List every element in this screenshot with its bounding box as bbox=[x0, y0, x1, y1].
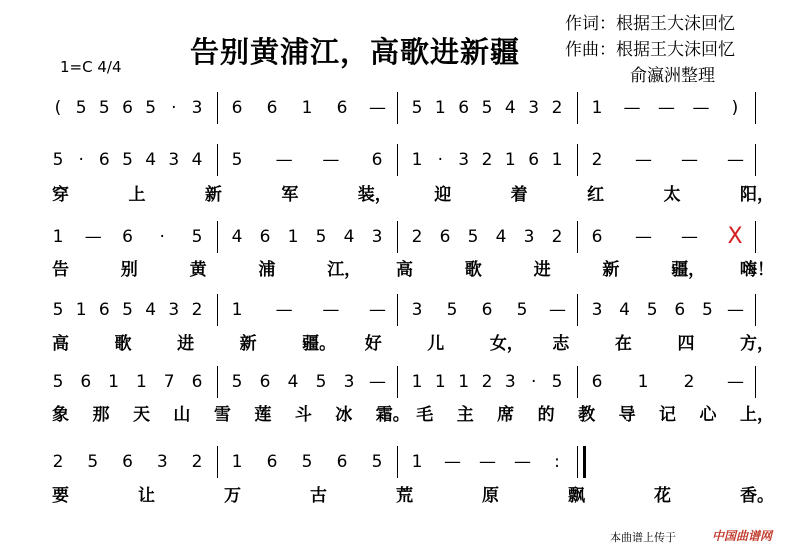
note: 1 bbox=[458, 372, 470, 392]
note: 3 bbox=[504, 372, 516, 392]
note: 1 bbox=[301, 98, 313, 118]
note: ) bbox=[731, 98, 739, 118]
note: 6 bbox=[80, 372, 92, 392]
song-title: 告别黄浦江，高歌进新疆 bbox=[190, 35, 521, 69]
note: 6 bbox=[259, 372, 271, 392]
note: 2 bbox=[191, 300, 203, 320]
lyric-char: 迎 bbox=[434, 185, 452, 205]
barline bbox=[577, 92, 578, 124]
lyric-char: 席 bbox=[497, 405, 515, 425]
note: 5 bbox=[122, 150, 133, 170]
lyric-char: 装， bbox=[357, 185, 392, 205]
lyric-char: 太 bbox=[663, 185, 681, 205]
note: 4 bbox=[287, 372, 299, 392]
note: 5 bbox=[446, 300, 458, 320]
barline bbox=[397, 92, 398, 124]
note: 5 bbox=[646, 300, 658, 320]
note: 4 bbox=[343, 227, 355, 247]
note: — bbox=[84, 227, 102, 247]
note: — bbox=[658, 98, 675, 118]
note: — bbox=[479, 452, 496, 472]
lyric-char: 山 bbox=[173, 405, 191, 425]
note: 5 bbox=[98, 98, 110, 118]
note: — bbox=[681, 227, 698, 247]
note: 6 bbox=[122, 452, 133, 472]
note: 5 bbox=[145, 98, 157, 118]
lyric-char: 红 bbox=[587, 185, 605, 205]
lyric-char: 黄 bbox=[189, 260, 207, 280]
note: 2 bbox=[52, 452, 64, 472]
note: 2 bbox=[591, 150, 603, 170]
lyric-char: 万 bbox=[224, 486, 241, 506]
note: 1 bbox=[411, 372, 423, 392]
lyric-char: 告 bbox=[52, 260, 69, 280]
note: 1 bbox=[551, 150, 563, 170]
barline bbox=[577, 294, 578, 326]
note: — bbox=[727, 372, 744, 392]
site-logo: 中国曲谱网 bbox=[712, 529, 773, 543]
note: 1 bbox=[135, 372, 147, 392]
note: 5 bbox=[231, 372, 243, 392]
note: 4 bbox=[619, 300, 630, 320]
lyric-char: 歌 bbox=[464, 260, 482, 280]
lyric-char: 阳， bbox=[740, 185, 774, 205]
note: 1 bbox=[434, 372, 446, 392]
note: 6 bbox=[481, 300, 493, 320]
note: — bbox=[623, 98, 641, 118]
lyric-char: 古 bbox=[310, 486, 327, 506]
barline bbox=[397, 221, 398, 253]
note: 5 bbox=[87, 452, 99, 472]
note: 1 bbox=[411, 452, 423, 472]
lyric-char: 新 bbox=[239, 334, 257, 354]
lyric-char: 斗 bbox=[294, 405, 312, 425]
note: — bbox=[444, 452, 461, 472]
note: 4 bbox=[191, 150, 203, 170]
barline bbox=[755, 366, 756, 398]
note: 6 bbox=[266, 98, 278, 118]
arranger-credit: 俞瀛洲整理 bbox=[630, 66, 715, 86]
note: 6 bbox=[98, 150, 110, 170]
lyric-char: 花 bbox=[654, 486, 671, 506]
barline bbox=[217, 446, 218, 478]
barline bbox=[755, 144, 756, 176]
lyric-char: 原 bbox=[482, 486, 499, 506]
lyric-char: 在 bbox=[614, 334, 632, 354]
note: · bbox=[171, 98, 177, 118]
lyric-char: 儿 bbox=[427, 334, 445, 354]
note: — bbox=[635, 150, 652, 170]
note: : bbox=[554, 452, 560, 472]
note: 3 bbox=[411, 300, 423, 320]
lyric-char: 教 bbox=[578, 405, 596, 425]
final-barline bbox=[583, 446, 586, 478]
note: 3 bbox=[168, 300, 180, 320]
barline bbox=[577, 366, 578, 398]
lyric-char: 记 bbox=[659, 405, 677, 425]
rest-cross: X bbox=[727, 224, 743, 249]
key-signature: 1=C 4/4 bbox=[60, 58, 122, 76]
note: 5 bbox=[371, 452, 383, 472]
note: 5 bbox=[411, 98, 423, 118]
lyric-char: 歌 bbox=[114, 334, 132, 354]
note: 4 bbox=[145, 150, 157, 170]
note: 5 bbox=[467, 227, 479, 247]
note: 5 bbox=[52, 372, 64, 392]
barline bbox=[577, 144, 578, 176]
note: 2 bbox=[411, 227, 423, 247]
lyric-char: 进 bbox=[533, 260, 551, 280]
lyric-char: 主 bbox=[456, 405, 474, 425]
note: 5 bbox=[301, 452, 313, 472]
note: 6 bbox=[591, 372, 603, 392]
barline bbox=[577, 446, 578, 478]
note: — bbox=[322, 300, 340, 320]
lyric-char: 导 bbox=[618, 405, 636, 425]
lyric-char: 方， bbox=[740, 334, 774, 354]
barline bbox=[217, 92, 218, 124]
lyric-char: 新 bbox=[602, 260, 620, 280]
note: · bbox=[437, 150, 444, 170]
barline bbox=[217, 144, 218, 176]
note: 5 bbox=[516, 300, 528, 320]
note: 1 bbox=[434, 98, 446, 118]
note: 3 bbox=[458, 150, 470, 170]
note: 1 bbox=[108, 372, 119, 392]
barline bbox=[755, 294, 756, 326]
lyric-char: 志 bbox=[552, 334, 570, 354]
note: 2 bbox=[481, 372, 493, 392]
lyric-char: 那 bbox=[92, 405, 110, 425]
note: 1 bbox=[52, 227, 64, 247]
note: 6 bbox=[98, 300, 110, 320]
lyric-char: 香。 bbox=[740, 486, 774, 506]
note: 6 bbox=[259, 227, 271, 247]
note: 3 bbox=[371, 227, 383, 247]
barline bbox=[397, 144, 398, 176]
lyric-char: 象 bbox=[52, 405, 69, 425]
upload-note: 本曲谱上传于 bbox=[610, 531, 676, 544]
barline bbox=[217, 221, 218, 253]
composer-credit: 作曲：根据王大沫回忆 bbox=[565, 40, 735, 60]
note: — bbox=[369, 300, 386, 320]
lyric-char: 让 bbox=[138, 486, 155, 506]
note: 5 bbox=[52, 300, 64, 320]
lyric-char: 雪 bbox=[213, 405, 231, 425]
lyric-char: 疆。 bbox=[302, 334, 337, 354]
lyricist-credit: 作词：根据王大沫回忆 bbox=[565, 14, 735, 34]
lyric-char: 军 bbox=[281, 185, 299, 205]
note: — bbox=[275, 300, 293, 320]
note: 6 bbox=[336, 98, 348, 118]
note: 2 bbox=[551, 98, 563, 118]
barline bbox=[397, 446, 398, 478]
note: 1 bbox=[504, 150, 516, 170]
note: 2 bbox=[481, 150, 493, 170]
lyric-char: 冰 bbox=[335, 405, 353, 425]
note: · bbox=[530, 372, 537, 392]
note: — bbox=[549, 300, 566, 320]
note: 5 bbox=[52, 150, 64, 170]
note: — bbox=[322, 150, 340, 170]
lyric-char: 女， bbox=[489, 334, 524, 354]
note: — bbox=[635, 227, 652, 247]
lyric-char: 毛 bbox=[416, 405, 434, 425]
note: 5 bbox=[701, 300, 713, 320]
note: 3 bbox=[343, 372, 355, 392]
note: ( bbox=[54, 98, 62, 118]
lyric-char: 天 bbox=[132, 405, 150, 425]
note: — bbox=[369, 98, 386, 118]
note: 2 bbox=[191, 452, 203, 472]
note: 4 bbox=[504, 98, 516, 118]
lyric-char: 荒 bbox=[396, 486, 413, 506]
note: 5 bbox=[191, 227, 203, 247]
note: 6 bbox=[231, 98, 243, 118]
lyric-char: 要 bbox=[52, 486, 69, 506]
note: 5 bbox=[481, 98, 493, 118]
lyric-char: 莲 bbox=[254, 405, 272, 425]
barline bbox=[397, 294, 398, 326]
note: 1 bbox=[231, 452, 243, 472]
lyric-char: 的 bbox=[537, 405, 555, 425]
barline bbox=[217, 366, 218, 398]
note: 1 bbox=[637, 372, 649, 392]
note: 1 bbox=[75, 300, 87, 320]
note: 5 bbox=[122, 300, 133, 320]
barline bbox=[397, 366, 398, 398]
note: — bbox=[369, 372, 386, 392]
note: · bbox=[78, 150, 84, 170]
lyric-char: 穿 bbox=[52, 185, 69, 205]
note: 6 bbox=[458, 98, 470, 118]
note: 3 bbox=[591, 300, 603, 320]
note: 3 bbox=[528, 98, 540, 118]
note: 1 bbox=[411, 150, 423, 170]
lyric-char: 新 bbox=[204, 185, 222, 205]
lyric-char: 高 bbox=[52, 334, 69, 354]
note: — bbox=[514, 452, 531, 472]
note: 1 bbox=[591, 98, 603, 118]
note: 6 bbox=[371, 150, 383, 170]
lyric-char: 四 bbox=[677, 334, 695, 354]
barline bbox=[755, 92, 756, 124]
note: 2 bbox=[683, 372, 695, 392]
lyric-char: 飘 bbox=[568, 486, 585, 506]
lyric-char: 别 bbox=[120, 260, 138, 280]
note: 6 bbox=[591, 227, 603, 247]
note: — bbox=[692, 98, 710, 118]
note: 3 bbox=[168, 150, 180, 170]
note: 6 bbox=[336, 452, 348, 472]
note: 1 bbox=[231, 300, 243, 320]
note: 2 bbox=[551, 227, 563, 247]
lyric-char: 高 bbox=[396, 260, 413, 280]
note: — bbox=[275, 150, 293, 170]
note: 6 bbox=[439, 227, 451, 247]
note: 4 bbox=[145, 300, 157, 320]
note: 6 bbox=[528, 150, 540, 170]
lyric-char: 进 bbox=[177, 334, 195, 354]
note: 6 bbox=[266, 452, 278, 472]
note: 6 bbox=[191, 372, 203, 392]
lyric-char: 江， bbox=[327, 260, 362, 280]
lyric-char: 疆， bbox=[671, 260, 706, 280]
note: 6 bbox=[122, 227, 133, 247]
lyric-char: 上， bbox=[740, 405, 774, 425]
note: 5 bbox=[231, 150, 243, 170]
note: — bbox=[727, 150, 744, 170]
lyric-char: 好 bbox=[364, 334, 382, 354]
note: 6 bbox=[674, 300, 686, 320]
note: 4 bbox=[231, 227, 243, 247]
note: 5 bbox=[315, 372, 327, 392]
lyric-char: 浦 bbox=[258, 260, 276, 280]
note: 1 bbox=[287, 227, 299, 247]
note: 3 bbox=[156, 452, 168, 472]
barline bbox=[755, 221, 756, 253]
lyric-char: 着 bbox=[510, 185, 528, 205]
note: 5 bbox=[315, 227, 327, 247]
barline bbox=[577, 221, 578, 253]
note: 5 bbox=[551, 372, 563, 392]
lyric-char: 嗨！ bbox=[740, 260, 774, 280]
lyric-char: 霜。 bbox=[375, 405, 410, 425]
note: — bbox=[727, 300, 744, 320]
lyric-char: 上 bbox=[128, 185, 146, 205]
note: 7 bbox=[163, 372, 175, 392]
note: — bbox=[681, 150, 698, 170]
note: 5 bbox=[75, 98, 87, 118]
lyric-char: 心 bbox=[699, 405, 717, 425]
note: 6 bbox=[122, 98, 133, 118]
note: 4 bbox=[495, 227, 507, 247]
barline bbox=[217, 294, 218, 326]
note: 3 bbox=[191, 98, 203, 118]
note: · bbox=[159, 227, 165, 247]
note: 3 bbox=[523, 227, 535, 247]
